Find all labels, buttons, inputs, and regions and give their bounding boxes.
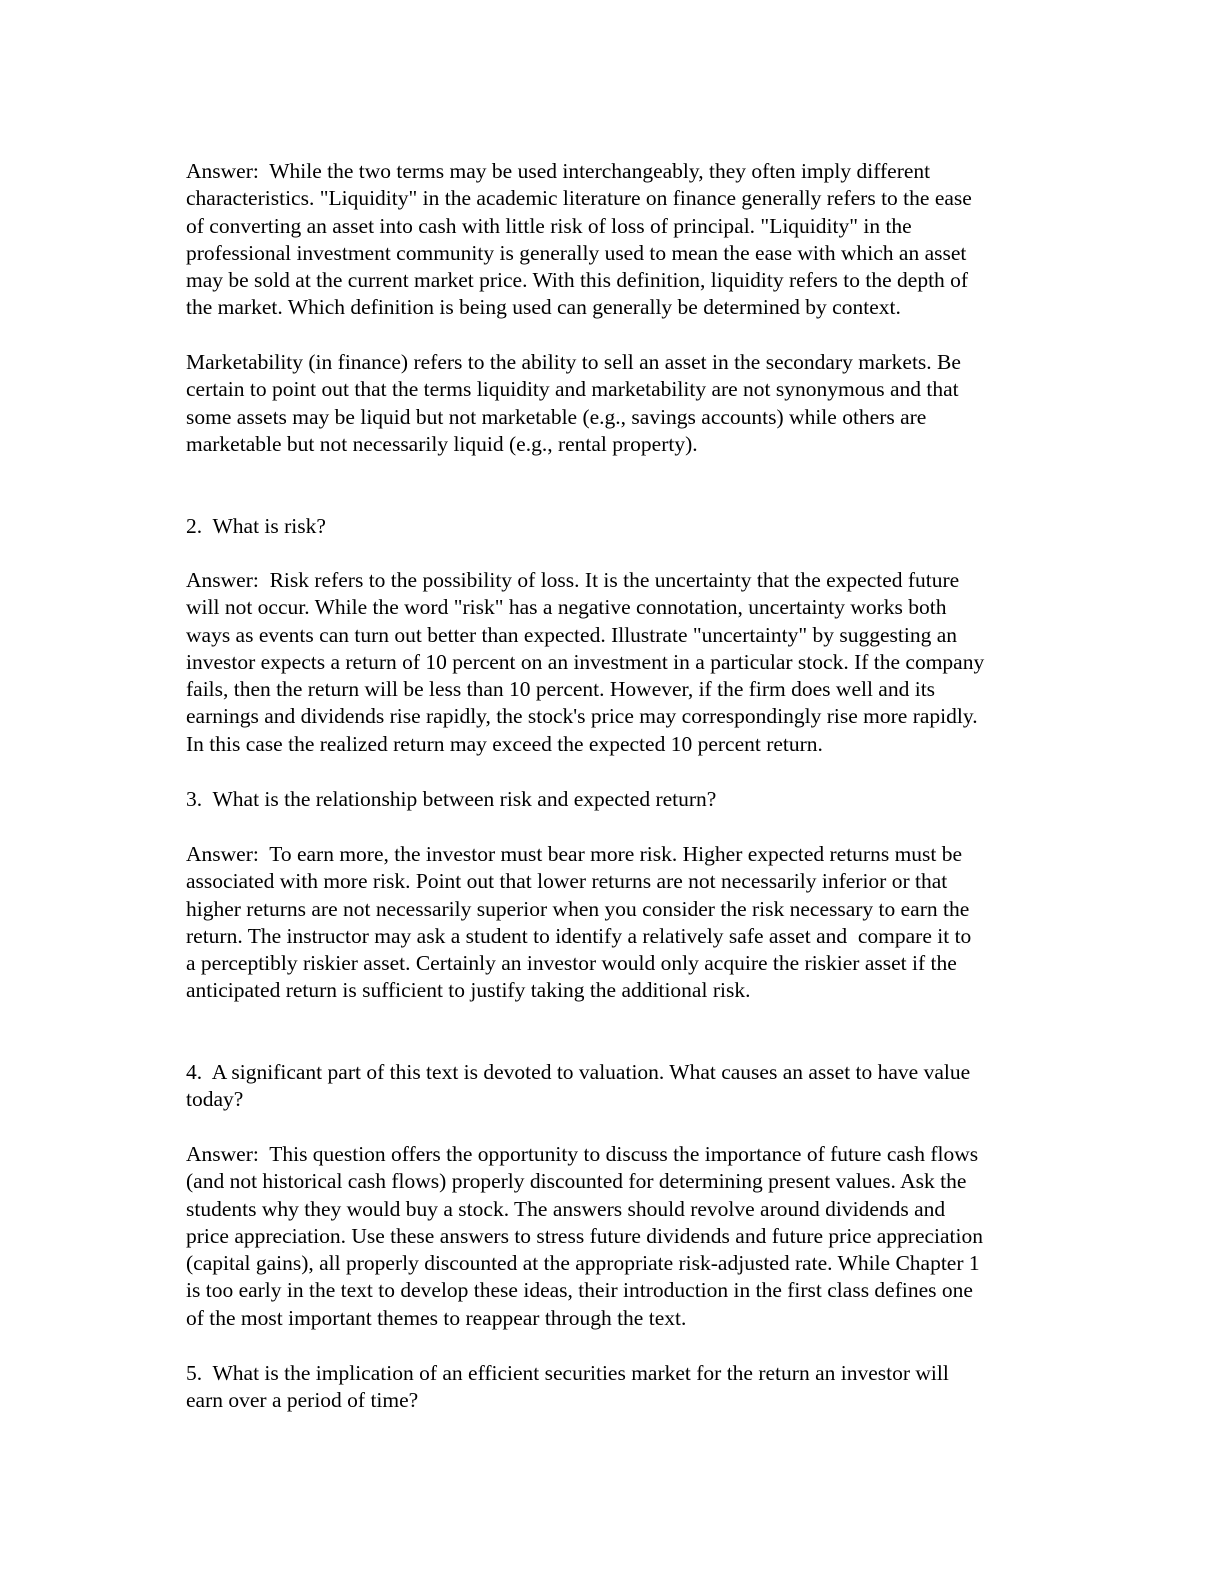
text-line: students why they would buy a stock. The answers should revolve around dividends and	[186, 1196, 946, 1221]
text-line: investor expects a return of 10 percent on an investment in a particular stock. If the company	[186, 649, 985, 674]
text-line: some assets may be liquid but not marketable (e.g., savings accounts) while others are	[186, 404, 927, 429]
text-line: certain to point out that the terms liquidity and marketability are not synonymous and that	[186, 377, 959, 402]
text-line: professional investment community is generally used to mean the ease with which an asset	[186, 240, 967, 265]
text-line: earnings and dividends rise rapidly, the stock's price may correspondingly rise more rapidly.	[186, 704, 978, 729]
text-line: characteristics. "Liquidity" in the academic literature on finance generally refers to the ease	[186, 186, 972, 211]
answer-3-paragraph	[186, 841, 1086, 1005]
text-line: the market. Which definition is being used can generally be determined by context.	[186, 295, 901, 320]
answer-4-paragraph	[186, 1141, 1086, 1332]
text-line: 2. What is risk?	[186, 514, 326, 538]
text-line: Answer: While the two terms may be used interchangeably, they often imply different	[186, 159, 931, 183]
question-2-heading	[186, 513, 1086, 540]
text-line: higher returns are not necessarily superior when you consider the risk necessary to earn the	[186, 896, 970, 921]
question-3-heading	[186, 786, 1086, 813]
text-line: price appreciation. Use these answers to stress future dividends and future price appreciation	[186, 1223, 984, 1248]
text-line: 4. A significant part of this text is devoted to valuation. What causes an asset to have value	[186, 1060, 971, 1084]
text-line: Answer: Risk refers to the possibility of loss. It is the uncertainty that the expected future	[186, 568, 960, 592]
text-line: Marketability (in finance) refers to the ability to sell an asset in the secondary markets. Be	[186, 350, 961, 374]
text-line: Answer: This question offers the opportunity to discuss the importance of future cash flows	[186, 1142, 979, 1166]
answer-liquidity-paragraph	[186, 158, 1086, 322]
answer-2-paragraph	[186, 567, 1086, 758]
text-line: a perceptibly riskier asset. Certainly an investor would only acquire the riskier asset if the	[186, 951, 957, 976]
text-line: 5. What is the implication of an efficient securities market for the return an investor will	[186, 1361, 949, 1385]
text-line: return. The instructor may ask a student to identify a relatively safe asset and compare it to	[186, 923, 972, 948]
text-line: of the most important themes to reappear through the text.	[186, 1305, 687, 1330]
text-line: (and not historical cash flows) properly discounted for determining present values. Ask the	[186, 1169, 967, 1194]
text-line: of converting an asset into cash with little risk of loss of principal. "Liquidity" in the	[186, 213, 912, 238]
text-line: is too early in the text to develop these ideas, their introduction in the first class defines one	[186, 1278, 973, 1303]
question-5-heading	[186, 1360, 1086, 1415]
answer-marketability-paragraph	[186, 349, 1086, 458]
text-line: earn over a period of time?	[186, 1388, 419, 1413]
text-line: anticipated return is sufficient to justify taking the additional risk.	[186, 978, 751, 1003]
text-line: may be sold at the current market price. With this definition, liquidity refers to the depth of	[186, 268, 969, 293]
text-line: associated with more risk. Point out that lower returns are not necessarily inferior or that	[186, 869, 948, 894]
text-line: marketable but not necessarily liquid (e.g., rental property).	[186, 431, 698, 456]
text-line: fails, then the return will be less than 10 percent. However, if the firm does well and its	[186, 677, 936, 702]
question-4-heading	[186, 1059, 1086, 1114]
text-line: Answer: To earn more, the investor must bear more risk. Higher expected returns must be	[186, 842, 963, 866]
text-line: will not occur. While the word "risk" has a negative connotation, uncertainty works both	[186, 595, 947, 620]
text-line: today?	[186, 1087, 244, 1112]
text-line: 3. What is the relationship between risk and expected return?	[186, 787, 717, 811]
text-line: ways as events can turn out better than expected. Illustrate "uncertainty" by suggesting an	[186, 622, 958, 647]
text-line: (capital gains), all properly discounted at the appropriate risk-adjusted rate. While Chapter 1	[186, 1251, 980, 1276]
text-line: In this case the realized return may exceed the expected 10 percent return.	[186, 731, 823, 756]
